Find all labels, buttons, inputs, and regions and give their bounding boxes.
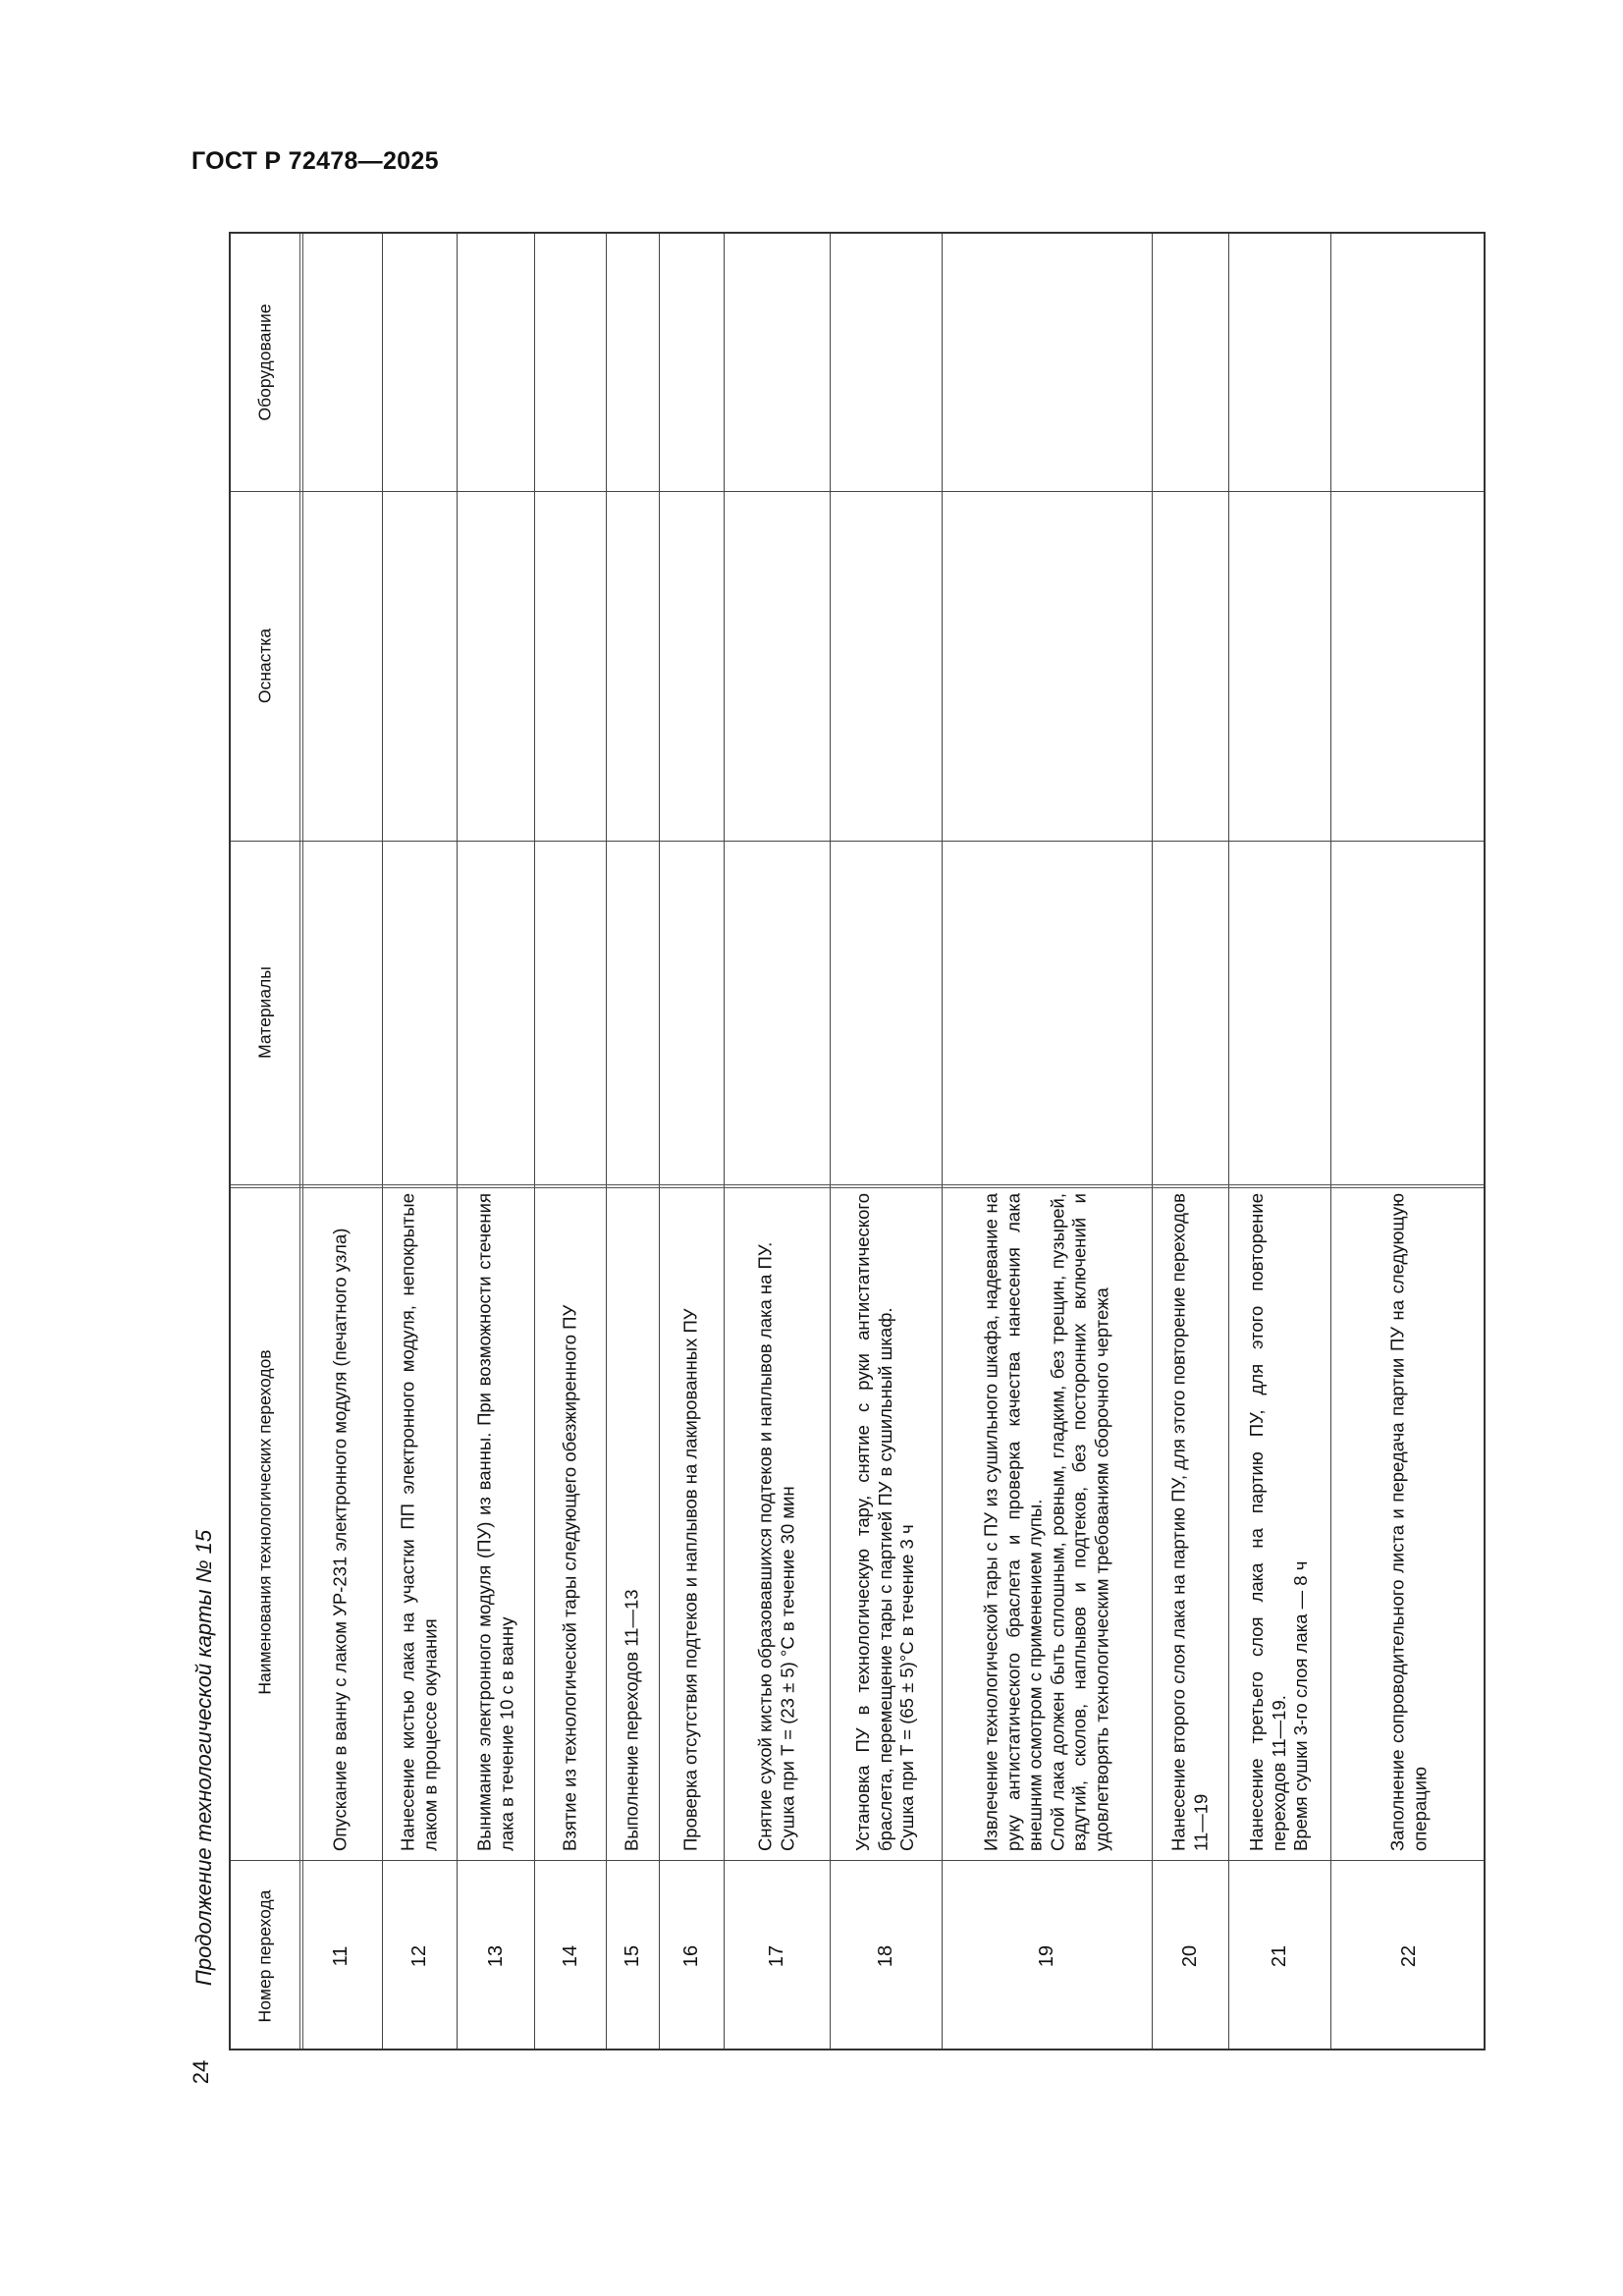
table-caption-text: Продолжение технологической карты № 15 [191,1529,216,1987]
row-number-text: 17 [765,1944,787,1968]
row-number [457,1860,534,2052]
row-name-text [1167,1193,1212,1851]
header-number [231,1860,299,2052]
process-table [229,232,1486,2050]
row-name-text [559,1193,581,1851]
row-number-text: 21 [1268,1944,1290,1968]
cell-paragraph: Взятие из технологической тары следующего обезжиренного ПУ [559,1304,580,1851]
row-name [382,1184,457,1860]
row-number-text: 14 [559,1944,581,1968]
row-name [830,1184,942,1860]
row-name [1330,1184,1488,1860]
row-name-text [330,1193,352,1851]
row-number-text: 13 [484,1944,507,1968]
row-name [534,1184,606,1860]
row-number [606,1860,659,2052]
header-number-text: Номер перехода [254,1889,275,2023]
cell-paragraph: Выполнение переходов 11—13 [621,1589,642,1851]
row-name [659,1184,724,1860]
row-number-text: 20 [1178,1944,1201,1968]
header-tooling-text: Оснастка [254,628,275,704]
row-number [659,1860,724,2052]
row-name-text [473,1193,517,1851]
table-caption [187,1483,222,2033]
cell-paragraph: Нанесение второго слоя лака на партию ПУ, для этого повторение переходов 11—19 [1167,1193,1211,1851]
table-rule [231,841,1484,842]
row-number-text: 15 [621,1944,643,1968]
row-name-text [1246,1193,1313,1851]
row-number [942,1860,1152,2052]
row-number-text: 12 [407,1944,430,1968]
row-name-text [754,1193,798,1851]
header-equipment-text: Оборудование [254,303,275,421]
row-number-text: 19 [1035,1944,1057,1968]
header-tooling [231,491,299,841]
cell-paragraph: Вынимание электронного модуля (ПУ) из ванны. При возможности стечения лака в течение 10 с в ванну [472,1193,516,1851]
row-number [1228,1860,1330,2052]
page-number-text: 24 [189,2059,213,2085]
cell-paragraph: Сушка при T = (23 ± 5) °С в течение 30 мин [777,1486,797,1851]
row-name [457,1184,534,1860]
header-name-text: Наименования технологических переходов [254,1349,275,1695]
header-name [231,1184,299,1860]
cell-paragraph: Установка ПУ в технологическую тару, снятие с руки антистатического браслета, перемещение тары с партией ПУ в сушильный шкаф. [852,1193,895,1851]
row-name-text [980,1193,1112,1851]
row-name-text [622,1193,644,1851]
cell-paragraph: Заполнение сопроводительного листа и передача партии ПУ на следующую операцию [1386,1193,1430,1851]
cell-paragraph: Снятие сухой кистью образовавшихся подтеков и наплывов лака на ПУ. [754,1241,776,1851]
table-rule [231,491,1484,492]
row-name [1228,1184,1330,1860]
cell-paragraph: Извлечение технологической тары с ПУ из сушильного шкафа, надевание на руку антистатического браслета и проверка качества нанесения лака внешним осмотром с применением лупы. [980,1193,1046,1851]
cell-paragraph: Нанесение третьего слоя лака на партию ПУ, для этого повторение переходов 11—19. [1246,1193,1289,1851]
cell-paragraph: Время сушки 3-го слоя лака — 8 ч [1290,1560,1312,1851]
row-number [534,1860,606,2052]
row-name-text [397,1193,441,1851]
document-header: ГОСТ Р 72478—2025 [191,147,439,175]
cell-paragraph: Проверка отсутствия подтеков и наплывов на лакированных ПУ [679,1308,701,1851]
row-number-text: 16 [679,1944,702,1968]
header-materials-text: Материалы [254,966,275,1059]
row-number [724,1860,830,2052]
row-number-text: 11 [329,1945,352,1967]
row-number [382,1860,457,2052]
row-number [299,1860,382,2052]
row-name-text [1386,1193,1431,1851]
row-number-text: 18 [874,1944,896,1968]
row-number-text: 22 [1397,1944,1420,1968]
header-equipment [231,234,299,491]
header-materials [231,841,299,1184]
row-name [942,1184,1152,1860]
row-name [299,1184,382,1860]
row-name [724,1184,830,1860]
cell-paragraph: Опускание в ванну с лаком УР-231 электронного модуля (печатного узла) [329,1228,351,1851]
row-name-text [680,1193,703,1851]
row-name-text [852,1193,919,1851]
cell-paragraph: Слой лака должен быть сплошным, ровным, гладким, без трещин, пузырей, вздутий, сколов, наплывов и подтеков, без посторонних включений и удовлетворять технологическим требованиям сборочного чертежа [1047,1193,1112,1851]
row-number [1152,1860,1228,2052]
cell-paragraph: Сушка при T = (65 ± 5)°С в течение 3 ч [896,1524,918,1851]
row-number [830,1860,942,2052]
row-name [1152,1184,1228,1860]
row-number [1330,1860,1488,2052]
row-name [606,1184,659,1860]
cell-paragraph: Нанесение кистью лака на участки ПП электронного модуля, непокрытые лаком в процессе окунания [397,1193,440,1851]
page-number [187,2052,216,2092]
